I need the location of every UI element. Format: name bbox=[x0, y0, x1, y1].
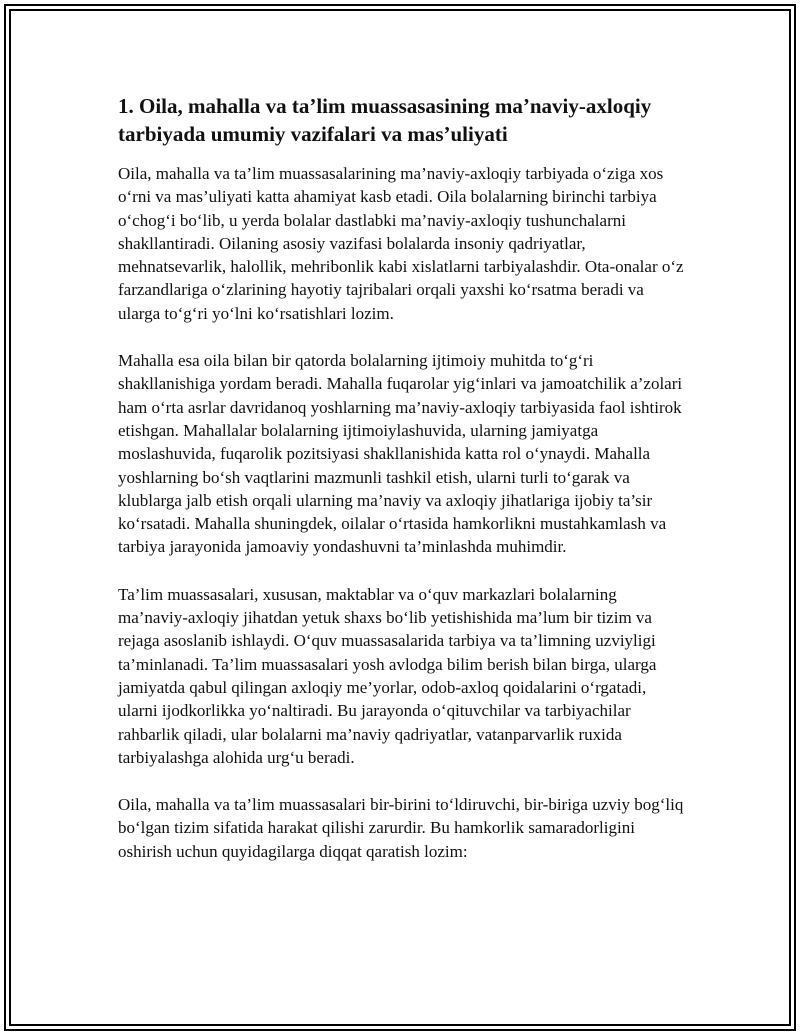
document-body bbox=[118, 92, 690, 887]
paragraph-mahalla: Mahalla esa oila bilan bir qatorda bolalarning ijtimoiy muhitda to‘g‘ri shakllanishiga yordam beradi. Mahalla fuqarolar yig‘inlari va jamoatchilik a’zolari ham o‘rta asrlar davridanoq yoshlarning ma’naviy-axloqiy tarbiyasida faol ishtirok etishgan. Mahallalar bolalarning ijtimoiylashuvida, ularning jamiyatga moslashuvida, fuqarolik pozitsiyasi shakllanishida katta rol o‘ynaydi. Mahalla yoshlarning bo‘sh vaqtlarini mazmunli tashkil etish, ularni turli to‘garak va klublarga jalb etish orqali ularning ma’naviy va axloqiy jihatlariga ijobiy ta’sir ko‘rsatadi. Mahalla shuningdek, oilalar o‘rtasida hamkorlikni mustahkamlash va tarbiya jarayonida jamoaviy yondashuvni ta’minlashda muhimdir. bbox=[118, 351, 683, 557]
paragraph-education-institutions: Ta’lim muassasalari, xususan, maktablar va o‘quv markazlari bolalarning ma’naviy-axloqiy jihatdan yetuk shaxs bo‘lib yetishishida ma’lum bir tizim va rejaga asoslanib ishlaydi. O‘quv muassasalarida tarbiya va ta’limning uzviyligi ta’minlanadi. Ta’lim muassasalari yosh avlodga bilim berish bilan birga, ularga jamiyatda qabul qilingan axloqiy me’yorlar, odob-axloq qoidalarini o‘rgatadi, ularni ijodkorlikka yo‘naltiradi. Bu jarayonda o‘qituvchilar va tarbiyachilar rahbarlik qiladi, ular bolalarni ma’naviy qadriyatlar, vatanparvarlik ruxida tarbiyalashga alohida urg‘u beradi. bbox=[118, 584, 657, 767]
paragraph-cooperation: Oila, mahalla va ta’lim muassasalari bir-birini to‘ldiruvchi, bir-biriga uzviy bog‘liq bo‘lgan tizim sifatida harakat qilishi zarurdir. Bu hamkorlik samaradorligini oshirish uchun quyidagilarga diqqat qaratish lozim: bbox=[118, 795, 684, 861]
section-heading: 1. Oila, mahalla va ta’lim muassasasining ma’naviy-axloqiy tarbiyada umumiy vazifalari va mas’uliyati bbox=[118, 94, 652, 146]
paragraph-family: Oila, mahalla va ta’lim muassasalarining ma’naviy-axloqiy tarbiyada o‘ziga xos o‘rni va mas’uliyati katta ahamiyat kasb etadi. Oila bolalarning birinchi tarbiya o‘chog‘i bo‘lib, u yerda bolalar dastlabki ma’naviy-axloqiy tushunchalarni shakllantiradi. Oilaning asosiy vazifasi bolalarda insoniy qadriyatlar, mehnatsevarlik, halollik, mehribonlik kabi xislatlarni tarbiyalashdir. Ota-onalar o‘z farzandlariga o‘zlarining hayotiy tajribalari orqali yaxshi ko‘rsatma beradi va ularga to‘g‘ri yo‘lni ko‘rsatishlari lozim. bbox=[118, 164, 684, 323]
